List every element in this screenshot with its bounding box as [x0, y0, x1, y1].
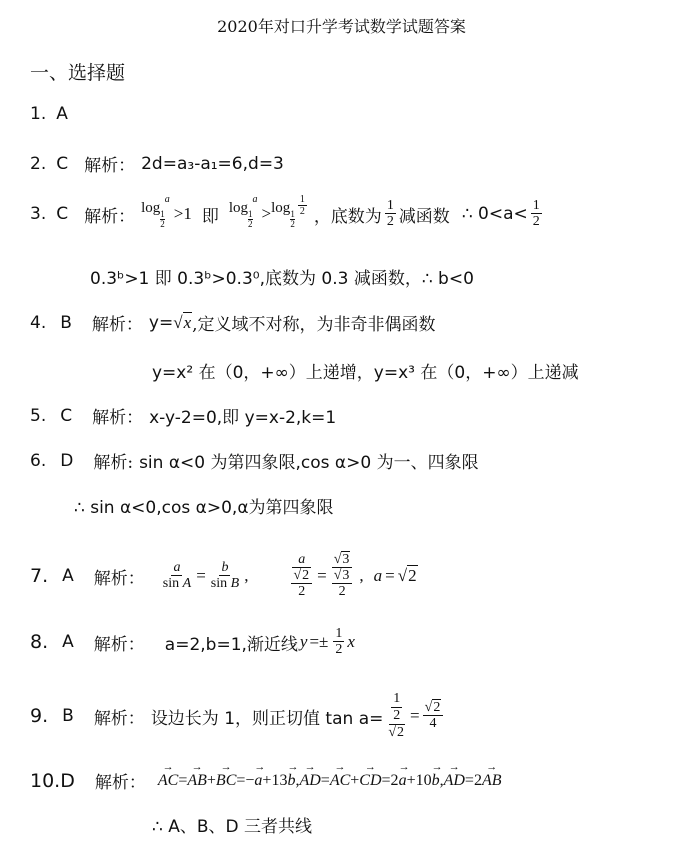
answer-9: 9. B 解析： 设边长为 1，则正切值 tan a= $\frac{\frac{1}{2}}{√2}$ = $\frac{√2}{4}$ [30, 682, 446, 750]
fraction-half: $\frac{1}{2}$ [386, 198, 394, 230]
analysis-label: 解析： [93, 634, 145, 655]
fraction-b-over-sinB: $\frac{b}{\text{sin B}}$ [210, 559, 240, 592]
analysis-text: 设边长为 1，则正切值 tan a= [150, 708, 384, 729]
analysis-text: 减函数 [398, 206, 450, 227]
fraction-half: $\frac{1}{2}$ [335, 625, 343, 658]
answer-3-line2: 0.3ᵇ>1 即 0.3ᵇ>0.3⁰,底数为 0.3 减函数，∴ b<0 [90, 269, 474, 289]
question-number: 8. [30, 631, 49, 653]
answer-3 [30, 193, 545, 230]
vector-equation: → AC=→ AB+→ BC=−→ a+13→ b,→ AD=→ AC+→ CD=2→ a+10→ b,→ AD=2→ AB [158, 772, 502, 790]
question-number: 6. [30, 450, 47, 471]
question-number: 2. [30, 153, 47, 174]
answer-4-line2: y=x² 在（0，+∞）上递增，y=x³ 在（0，+∞）上递减 [152, 363, 579, 383]
analysis-text: y= [148, 312, 174, 333]
analysis-text: > [261, 204, 272, 224]
answer-letter: C [56, 204, 69, 225]
page-title: 2020年对口升学考试数学试题答案 [217, 17, 466, 36]
question-number: 3. [30, 204, 47, 225]
answer-10-line2: ∴ A、B、D 三者共线 [152, 817, 313, 837]
analysis-text: x-y-2=0,即 y=x-2,k=1 [149, 408, 337, 428]
analysis-label: 解析： [93, 708, 145, 729]
answer-letter: D [60, 450, 74, 471]
fraction-a-over-sqrt2-half: $\frac{a}{\frac{√2}{2}}$ [289, 552, 314, 601]
log-expression: log 1 2 $\frac{1}{2}$ [271, 193, 305, 229]
analysis-label: 解析： [94, 773, 146, 793]
answer-letter: A [56, 104, 68, 124]
answer-10 [30, 768, 502, 793]
answer-6-line2: ∴ sin α<0,cos α>0,α为第四象限 [74, 498, 334, 518]
answer-letter: D [60, 769, 75, 792]
answer-letter: A [62, 632, 74, 652]
fraction-a-over-sinA: $\frac{a}{\text{sin A}}$ [162, 559, 192, 592]
answer-8: 8. A 解析： a=2,b=1,渐近线 y =± $\frac{1}{2}$ x [30, 625, 355, 658]
answer-7: 7. A 解析： $\frac{a}{\text{sin A}}$ = $\frac{b}{\text{sin B}}$ , $\frac{a}{\frac{√2}{2}}$ = $\frac{√3}{\frac{√3}{2}}$ , a = √2 [30, 551, 417, 600]
log-expression: log 1 2 a [228, 193, 258, 229]
question-number: 9. [30, 705, 49, 727]
answer-letter: B [60, 312, 72, 333]
question-number: 1. [30, 104, 47, 124]
sqrt-2: √2 [397, 566, 417, 585]
log-expression: log 1 2 a [141, 193, 170, 229]
fraction-sqrt2-over-4: $\frac{√2}{4}$ [423, 700, 444, 732]
analysis-label: 解析： [93, 568, 145, 589]
fraction-half-over-sqrt2: $\frac{\frac{1}{2}}{√2}$ [388, 691, 405, 740]
analysis-label: 解析： [92, 408, 144, 428]
question-number: 5. [30, 405, 47, 426]
section-heading: 一、选择题 [30, 62, 126, 84]
analysis-text: ∴ 0<a< [461, 204, 528, 225]
answer-4 [30, 310, 436, 335]
sqrt-x: √x [173, 312, 192, 332]
answer-6 [30, 448, 479, 473]
answer-letter: A [62, 566, 74, 586]
fraction-sqrt3-over-sqrt3-half: $\frac{√3}{\frac{√3}{2}}$ [330, 552, 355, 601]
fraction-half: $\frac{1}{2}$ [532, 198, 540, 230]
answer-5 [30, 403, 336, 428]
analysis-label: 解析： [84, 206, 136, 227]
analysis-text: 2d=a₃-a₁=6,d=3 [141, 153, 284, 174]
answer-letter: C [60, 405, 73, 426]
question-number: 10. [30, 769, 61, 792]
answer-letter: B [62, 706, 74, 726]
analysis-text: sin α<0 为第四象限,cos α>0 为一、四象限 [139, 453, 479, 473]
question-number: 7. [30, 565, 49, 587]
answer-2 [30, 151, 284, 176]
analysis-label: 解析: [93, 453, 134, 473]
analysis-text: >1 [173, 204, 192, 224]
answer-letter: C [56, 153, 69, 174]
analysis-label: 解析： [84, 156, 136, 176]
analysis-text: a=2,b=1,渐近线 [164, 634, 298, 655]
analysis-text: ，底数为 [313, 206, 382, 227]
analysis-text: ,定义域不对称，为非奇非偶函数 [192, 315, 436, 335]
analysis-text: 即 [201, 206, 219, 227]
answer-1 [30, 104, 84, 124]
analysis-label: 解析： [91, 315, 143, 335]
question-number: 4. [30, 312, 47, 333]
